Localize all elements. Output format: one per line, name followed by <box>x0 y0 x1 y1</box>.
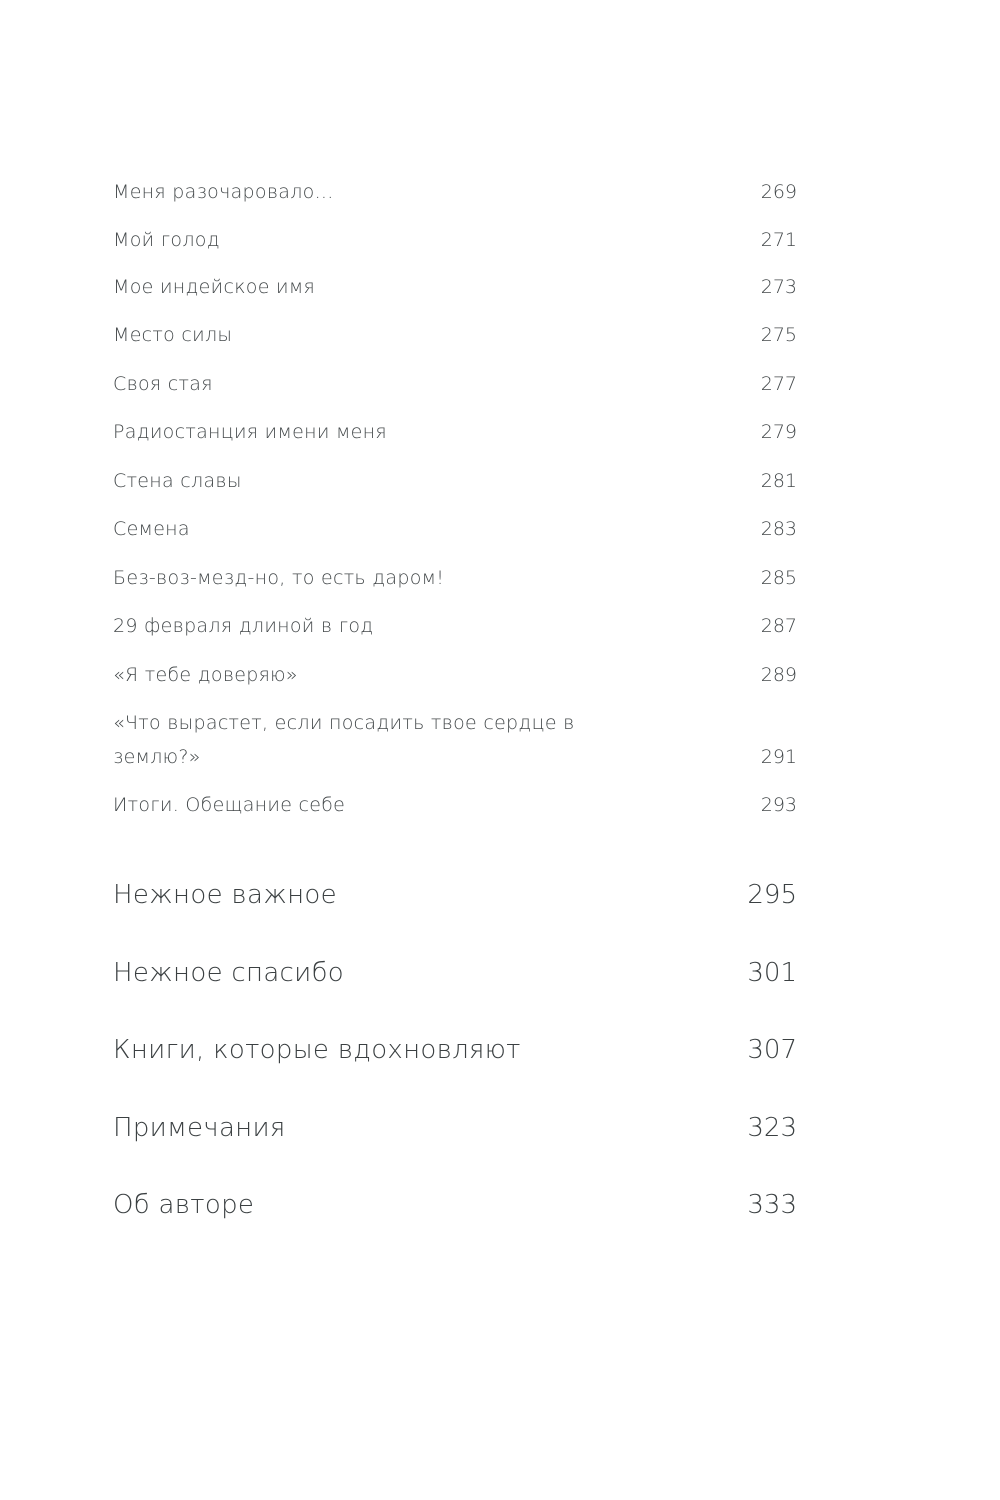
toc-section-page: 295 <box>747 880 797 910</box>
toc-section-page: 307 <box>747 1035 797 1065</box>
toc-entry-title: Семена <box>113 518 190 540</box>
toc-entry-page: 271 <box>760 229 797 251</box>
toc-entry-page: 277 <box>760 373 797 395</box>
toc-entry-title: Мой голод <box>113 229 220 251</box>
toc-entry-page: 279 <box>760 421 797 443</box>
toc-entry-page: 289 <box>760 664 797 686</box>
toc-entry-page: 293 <box>760 794 797 816</box>
toc-entry-page: 275 <box>760 324 797 346</box>
toc-entry-page: 281 <box>760 470 797 492</box>
toc-entry-title: Мое индейское имя <box>113 276 316 298</box>
toc-entry-page: 283 <box>760 518 797 540</box>
toc-section-title: Об авторе <box>113 1190 255 1220</box>
toc-entry-title: 29 февраля длиной в год <box>113 615 374 637</box>
toc-entry-page: 269 <box>760 181 797 203</box>
toc-entry-title: «Что вырастет, если посадить твое сердце в землю?» <box>113 712 575 768</box>
toc-entry-title: Место силы <box>113 324 233 346</box>
toc-entry-title: Стена славы <box>113 470 242 492</box>
toc-section-page: 323 <box>747 1113 797 1143</box>
toc-entry-title: Без-воз-мезд-но, то есть даром! <box>113 567 445 589</box>
toc-entry-title: Радиостанция имени меня <box>113 421 387 443</box>
toc-section-page: 301 <box>747 958 797 988</box>
toc-section-title: Книги, которые вдохновляют <box>113 1035 521 1065</box>
toc-section-page: 333 <box>747 1190 797 1220</box>
toc-entry-page: 291 <box>760 746 797 768</box>
toc-entry-page: 273 <box>760 276 797 298</box>
toc-entry-title: «Я тебе доверяю» <box>113 664 298 686</box>
toc-entry-title: Итоги. Обещание себе <box>113 794 346 816</box>
toc-entry-page: 287 <box>760 615 797 637</box>
toc-entry-page: 285 <box>760 567 797 589</box>
toc-section-title: Нежное важное <box>113 880 337 910</box>
toc-section-title: Примечания <box>113 1113 286 1143</box>
toc-entry-title: Своя стая <box>113 373 213 395</box>
toc-entry-title: Меня разочаровало... <box>113 181 334 203</box>
toc-section-title: Нежное спасибо <box>113 958 344 988</box>
